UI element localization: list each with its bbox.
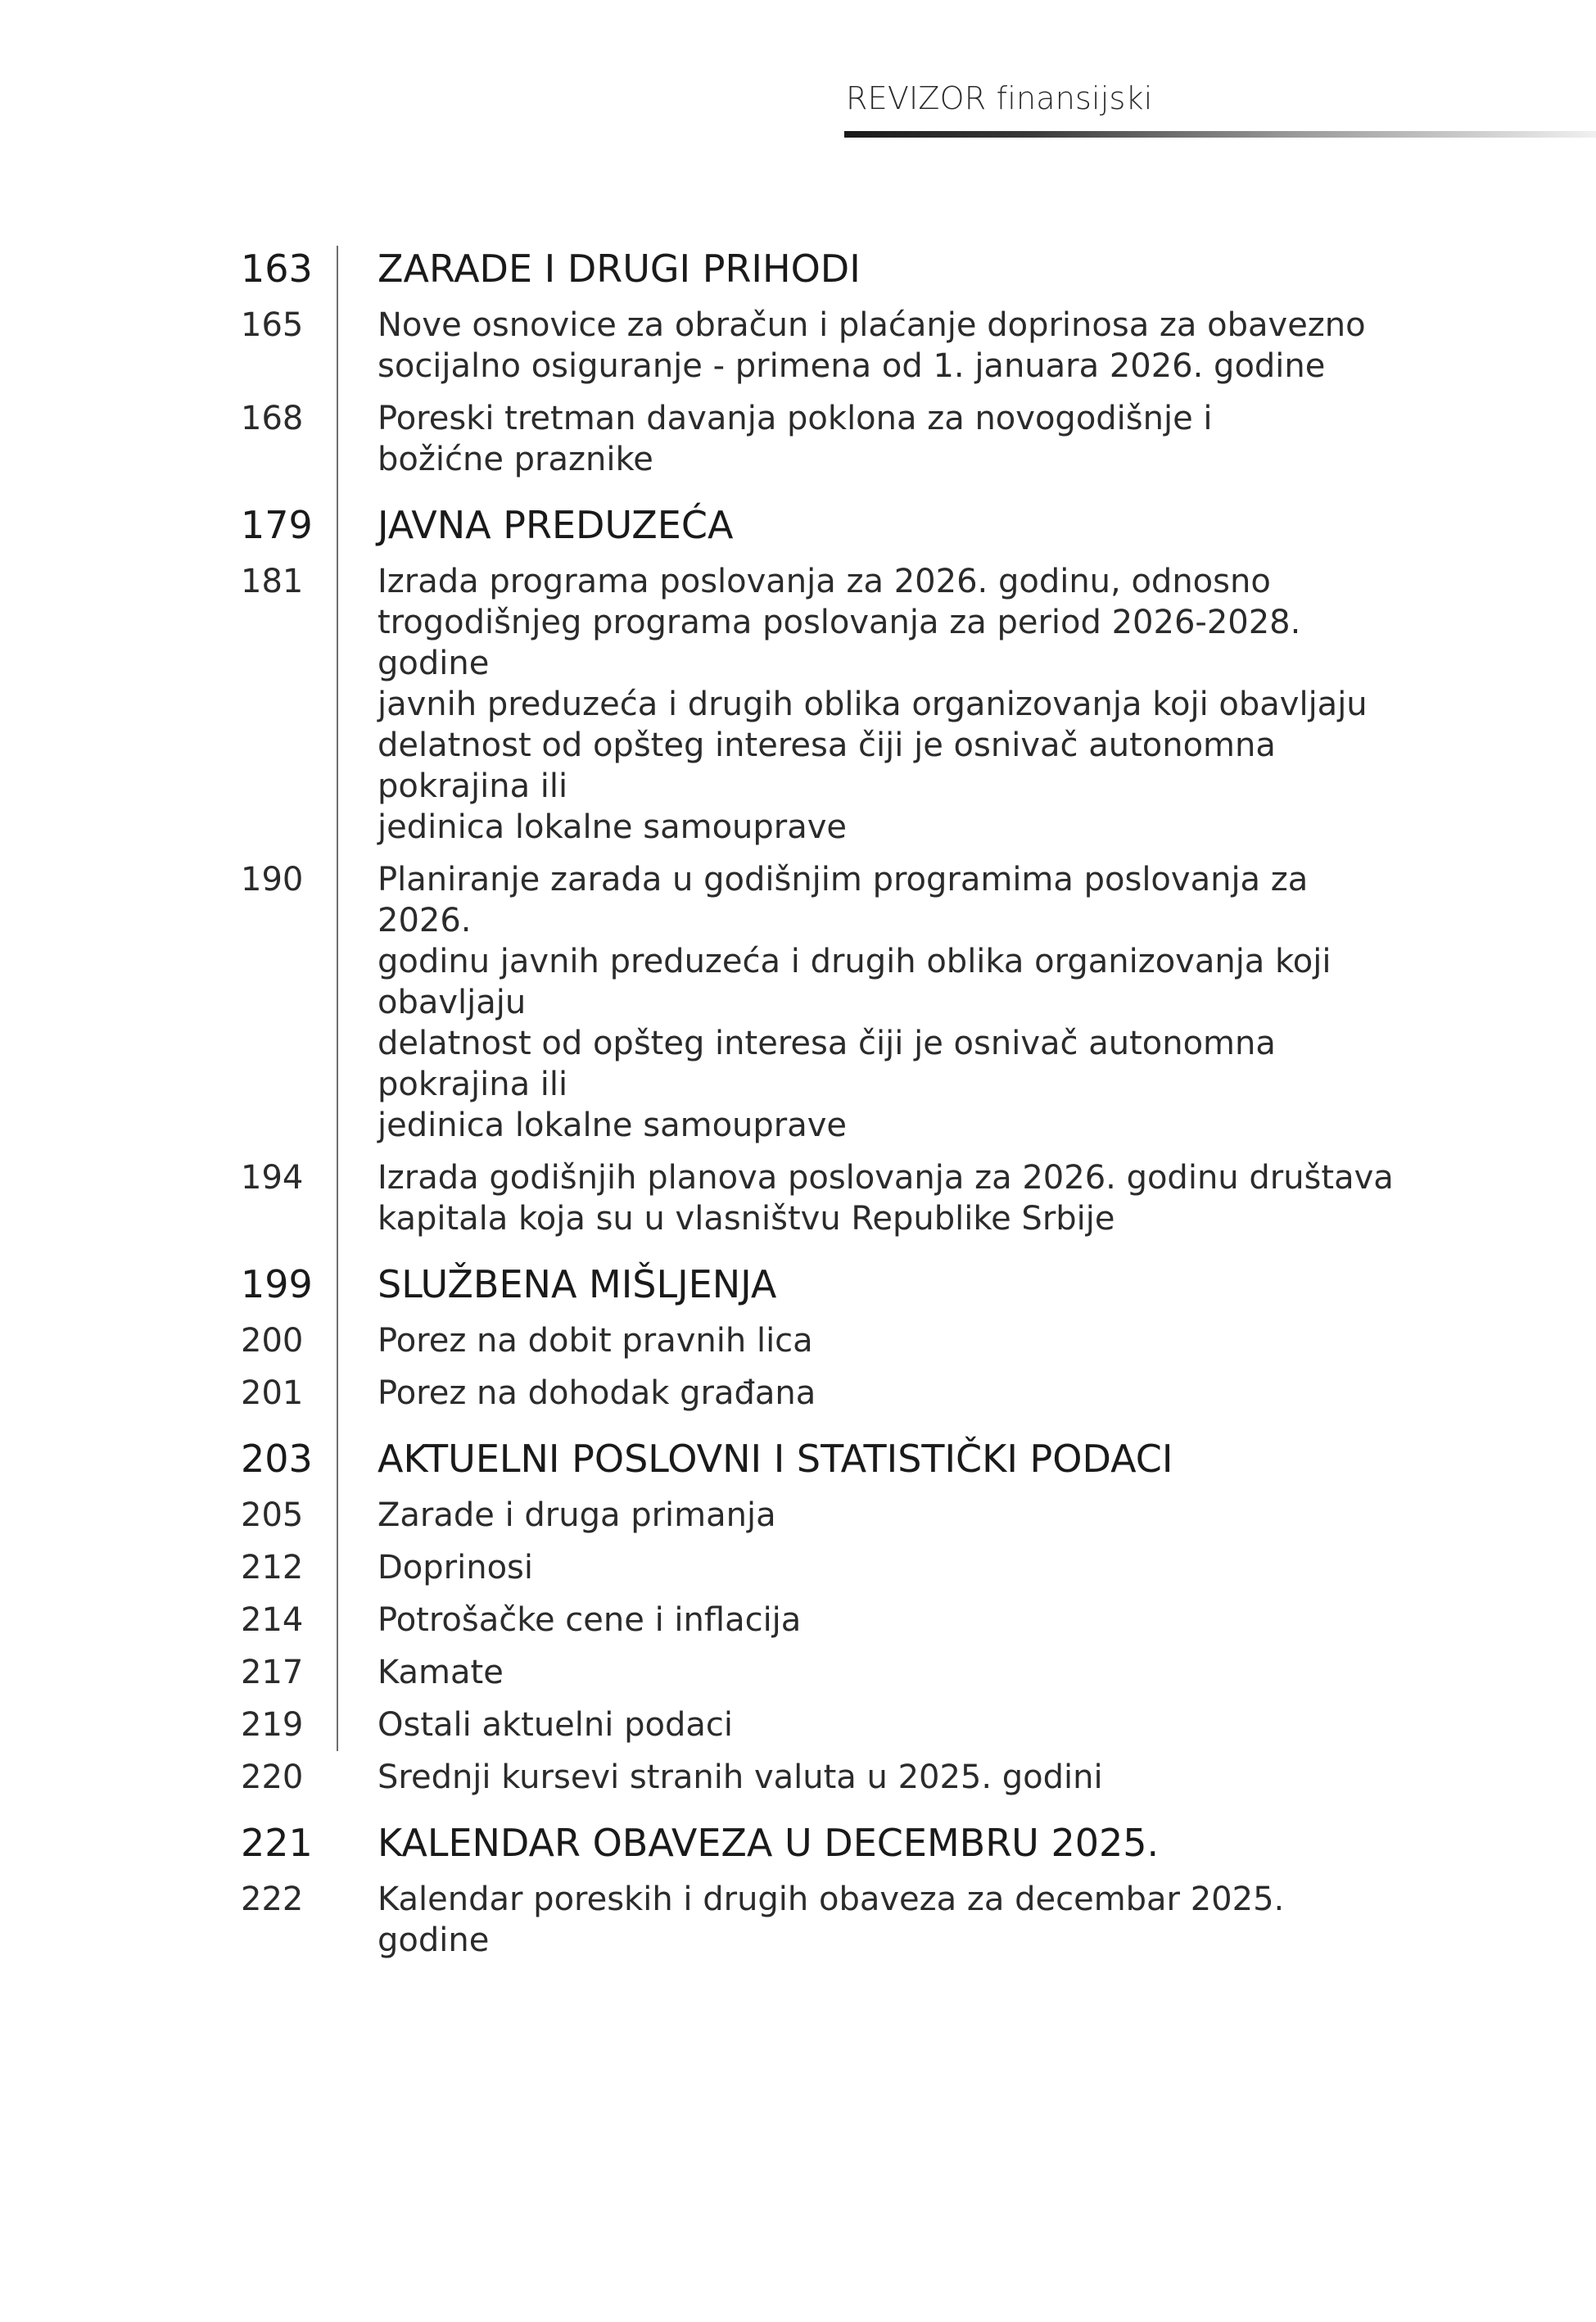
entry-title: [378, 398, 1404, 480]
entry-title: [378, 1495, 1404, 1536]
toc-entry[interactable]: [241, 1547, 1404, 1588]
toc-entry[interactable]: [241, 1652, 1404, 1693]
entry-title: [378, 305, 1404, 387]
header-rule: [844, 131, 1596, 138]
entry-page-number: 212: [241, 1549, 304, 1586]
entry-page-number: 181: [241, 563, 304, 600]
entry-title: [378, 1757, 1404, 1798]
entry-page-number: 222: [241, 1881, 304, 1918]
toc-entry[interactable]: [241, 305, 1404, 387]
entry-title-line: godinu javnih preduzeća i drugih oblika organizovanja koji obavljaju: [378, 943, 1332, 1021]
entry-page-number: 201: [241, 1374, 304, 1412]
entry-title-line: Nove osnovice za obračun i plaćanje doprinosa za obavezno: [378, 306, 1366, 344]
table-of-contents: [241, 246, 1404, 1983]
section-title: ZARADE I DRUGI PRIHODI: [378, 247, 861, 291]
section-heading[interactable]: [241, 1820, 1404, 1866]
section-page-number: 199: [241, 1262, 313, 1306]
section-heading[interactable]: [241, 1436, 1404, 1482]
entry-title: [378, 1373, 1404, 1414]
entry-page-number: 220: [241, 1758, 304, 1796]
toc-section: [241, 246, 1404, 480]
section-title: AKTUELNI POSLOVNI I STATISTIČKI PODACI: [378, 1437, 1173, 1481]
toc-entry[interactable]: [241, 1757, 1404, 1798]
entry-title-line: božićne praznike: [378, 441, 653, 478]
toc-body: [241, 246, 1404, 1961]
toc-entry[interactable]: [241, 561, 1404, 848]
toc-entry[interactable]: [241, 1879, 1404, 1961]
running-header: [844, 80, 1596, 138]
entry-title-line: Zarade i druga primanja: [378, 1496, 776, 1534]
toc-entry[interactable]: [241, 1600, 1404, 1641]
section-page-number: 203: [241, 1437, 313, 1481]
entry-title: [378, 1704, 1404, 1745]
entry-title: [378, 859, 1404, 1146]
toc-entry[interactable]: [241, 398, 1404, 480]
entry-title: [378, 1157, 1404, 1239]
entry-title-line: delatnost od opšteg interesa čiji je osnivač autonomna pokrajina ili: [378, 1025, 1276, 1103]
entry-title-line: javnih preduzeća i drugih oblika organizovanja koji obavljaju: [378, 686, 1368, 723]
header-title: REVIZOR finansijski: [846, 80, 1153, 116]
entry-title: [378, 1879, 1404, 1961]
entry-title-line: jedinica lokalne samouprave: [378, 1107, 848, 1144]
section-title: JAVNA PREDUZEĆA: [378, 503, 734, 547]
section-page-number: 179: [241, 503, 313, 547]
toc-divider: [337, 246, 338, 1751]
entry-title-line: delatnost od opšteg interesa čiji je osnivač autonomna pokrajina ili: [378, 726, 1276, 805]
entry-title-line: Izrada programa poslovanja za 2026. godinu, odnosno: [378, 563, 1271, 600]
entry-title-line: Srednji kursevi stranih valuta u 2025. godini: [378, 1758, 1103, 1796]
toc-entry[interactable]: [241, 1704, 1404, 1745]
entry-title-line: Ostali aktuelni podaci: [378, 1706, 733, 1744]
entry-page-number: 214: [241, 1601, 304, 1639]
toc-section: [241, 502, 1404, 1239]
entry-title-line: Planiranje zarada u godišnjim programima poslovanja za 2026.: [378, 861, 1309, 939]
entry-title: [378, 1547, 1404, 1588]
entry-title-line: kapitala koja su u vlasništvu Republike Srbije: [378, 1200, 1115, 1238]
entry-title-line: Porez na dohodak građana: [378, 1374, 816, 1412]
entry-page-number: 190: [241, 861, 304, 898]
entry-page-number: 200: [241, 1322, 304, 1360]
toc-entry[interactable]: [241, 1157, 1404, 1239]
toc-entry[interactable]: [241, 1495, 1404, 1536]
entry-title-line: Izrada godišnjih planova poslovanja za 2026. godinu društava: [378, 1159, 1394, 1197]
entry-title-line: jedinica lokalne samouprave: [378, 808, 848, 846]
entry-title: [378, 1600, 1404, 1641]
entry-title-line: trogodišnjeg programa poslovanja za period 2026-2028. godine: [378, 604, 1301, 682]
entry-page-number: 219: [241, 1706, 304, 1744]
section-page-number: 221: [241, 1821, 313, 1865]
entry-title: [378, 1652, 1404, 1693]
entry-page-number: 194: [241, 1159, 304, 1197]
section-heading[interactable]: [241, 246, 1404, 292]
entry-title-line: socijalno osiguranje - primena od 1. januara 2026. godine: [378, 347, 1326, 385]
section-title: KALENDAR OBAVEZA U DECEMBRU 2025.: [378, 1821, 1160, 1865]
entry-title: [378, 561, 1404, 848]
toc-entry[interactable]: [241, 1373, 1404, 1414]
section-heading[interactable]: [241, 502, 1404, 548]
entry-title-line: Porez na dobit pravnih lica: [378, 1322, 813, 1360]
toc-section: [241, 1261, 1404, 1414]
entry-title-line: Poreski tretman davanja poklona za novogodišnje i: [378, 400, 1213, 437]
entry-page-number: 205: [241, 1496, 304, 1534]
entry-title-line: Potrošačke cene i inflacija: [378, 1601, 802, 1639]
entry-title-line: Doprinosi: [378, 1549, 533, 1586]
section-page-number: 163: [241, 247, 313, 291]
toc-entry[interactable]: [241, 1320, 1404, 1361]
entry-page-number: 217: [241, 1654, 304, 1691]
entry-page-number: 165: [241, 306, 304, 344]
section-heading[interactable]: [241, 1261, 1404, 1307]
entry-page-number: 168: [241, 400, 304, 437]
entry-title-line: Kamate: [378, 1654, 504, 1691]
toc-section: [241, 1436, 1404, 1798]
toc-entry[interactable]: [241, 859, 1404, 1146]
entry-title-line: Kalendar poreskih i drugih obaveza za decembar 2025. godine: [378, 1881, 1285, 1959]
section-title: SLUŽBENA MIŠLJENJA: [378, 1262, 777, 1306]
entry-title: [378, 1320, 1404, 1361]
toc-section: [241, 1820, 1404, 1961]
